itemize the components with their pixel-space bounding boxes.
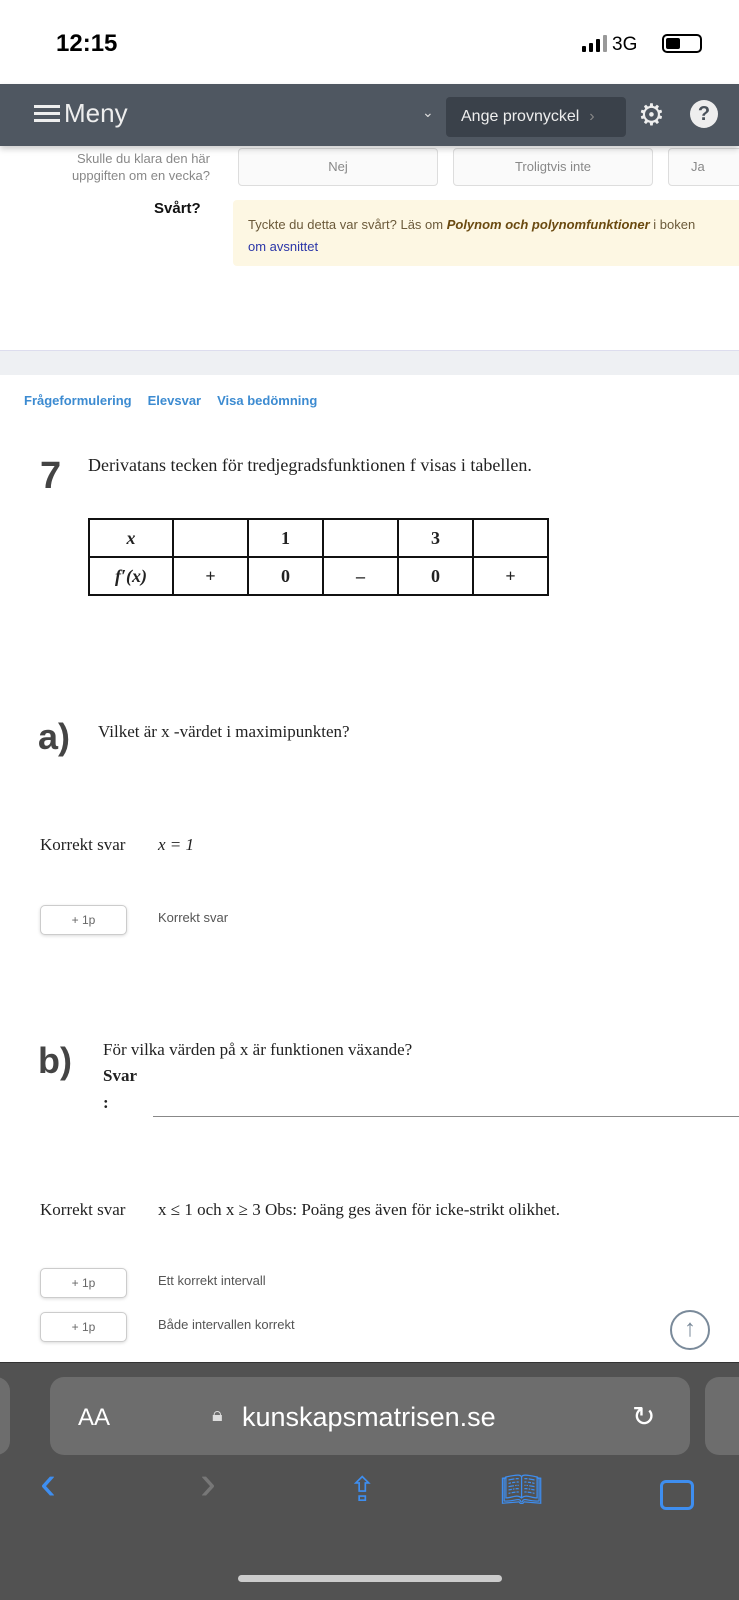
rating-question: Skulle du klara den här uppgiften om en vecka? [71, 151, 210, 183]
question-number: 7 [40, 455, 62, 497]
option-label: Troligtvis inte [514, 159, 592, 174]
table-cell [473, 519, 548, 557]
option-label: Nej [328, 159, 348, 174]
table-row [89, 519, 548, 557]
share-icon[interactable]: ⇪ [348, 1471, 377, 1509]
part-b-question: För vilka värden på x är funktionen växande? [103, 1040, 413, 1059]
hint-link[interactable]: om avsnittet [248, 239, 319, 254]
prev-tab-preview[interactable] [0, 1377, 10, 1455]
status-bar [0, 0, 739, 84]
tab-assessment[interactable]: Visa bedömning [217, 393, 318, 408]
menu-label: Meny [64, 98, 128, 128]
hint-text-after: i boken [649, 217, 696, 232]
sign-table [88, 518, 549, 596]
scroll-top-button[interactable] [670, 1310, 710, 1350]
next-tab-preview[interactable] [705, 1377, 739, 1455]
add-point-button[interactable]: + 1p [40, 1312, 127, 1342]
correct-answer-label: Korrekt svar [40, 835, 126, 854]
top-nav [0, 84, 739, 146]
signal-icon [582, 34, 607, 52]
exam-key-label: Ange provnyckel [461, 108, 580, 125]
table-cell: + [473, 557, 548, 595]
table-cell [323, 519, 398, 557]
table-row [89, 557, 548, 595]
table-cell: – [323, 557, 398, 595]
section-divider [0, 350, 739, 375]
tabs-icon[interactable] [660, 1480, 694, 1510]
chevron-down-icon[interactable]: ⌄ [422, 104, 434, 120]
answer-label: Svar [103, 1066, 137, 1085]
table-cell: 1 [248, 519, 323, 557]
arrow-up-icon: ↑ [684, 1315, 696, 1342]
part-a-label: a) [38, 716, 71, 757]
hamburger-icon [34, 105, 60, 122]
hint-label: Svårt? [154, 200, 201, 217]
question-tabs [24, 393, 317, 408]
rating-option-yes[interactable] [668, 148, 739, 186]
correct-answer: x ≤ 1 och x ≥ 3 Obs: Poäng ges även för icke-strikt olikhet. [158, 1200, 561, 1219]
part-a-question: Vilket är x -värdet i maximipunkten? [98, 722, 350, 741]
table-cell: + [173, 557, 248, 595]
exam-key-button[interactable] [446, 97, 626, 137]
tab-student-answer[interactable]: Elevsvar [147, 393, 202, 408]
clock: 12:15 [56, 30, 118, 57]
correct-answer: x = 1 [158, 835, 195, 854]
table-cell: 0 [248, 557, 323, 595]
home-indicator [238, 1575, 502, 1582]
hint-text: Tyckte du detta var svårt? Läs om [248, 217, 447, 232]
table-cell [173, 519, 248, 557]
menu-button[interactable] [34, 98, 128, 129]
criterion-text: Korrekt svar [158, 910, 229, 925]
question-text: Derivatans tecken för tredjegradsfunktionen f visas i tabellen. [88, 455, 532, 475]
bookmarks-icon[interactable]: 📖︎ [500, 1471, 544, 1509]
table-cell: x [89, 519, 173, 557]
add-point-button[interactable]: + 1p [40, 905, 127, 935]
tab-question[interactable]: Frågeformulering [24, 393, 132, 408]
lock-icon: 🔒︎ [212, 1404, 223, 1426]
difficulty-rating [0, 148, 739, 188]
correct-answer-label: Korrekt svar [40, 1200, 126, 1219]
forward-button[interactable]: › [200, 1457, 216, 1510]
answer-colon: : [103, 1093, 109, 1112]
rating-option-probably-not[interactable] [453, 148, 653, 186]
table-cell: 0 [398, 557, 473, 595]
help-icon[interactable]: ? [690, 100, 718, 128]
battery-icon [662, 34, 702, 53]
answer-line [153, 1116, 739, 1117]
part-b-label: b) [38, 1040, 72, 1081]
table-cell: f′(x) [89, 557, 173, 595]
table-cell: 3 [398, 519, 473, 557]
back-button[interactable]: ‹ [40, 1457, 56, 1510]
reader-options-button[interactable]: AA [78, 1404, 111, 1431]
url-text[interactable]: kunskapsmatrisen.se [242, 1402, 496, 1432]
criterion-text: Ett korrekt intervall [158, 1273, 266, 1288]
option-label: Ja [691, 159, 705, 174]
network-type: 3G [612, 34, 638, 55]
hint-topic: Polynom och polynomfunktioner [446, 217, 650, 232]
add-point-button[interactable]: + 1p [40, 1268, 127, 1298]
hint-box [233, 200, 739, 266]
criterion-text: Både intervallen korrekt [158, 1317, 295, 1332]
gear-icon[interactable]: ⚙ [638, 99, 665, 132]
chevron-right-icon: › [589, 108, 595, 125]
reload-icon[interactable]: ↻ [632, 1401, 656, 1432]
rating-option-no[interactable] [238, 148, 438, 186]
